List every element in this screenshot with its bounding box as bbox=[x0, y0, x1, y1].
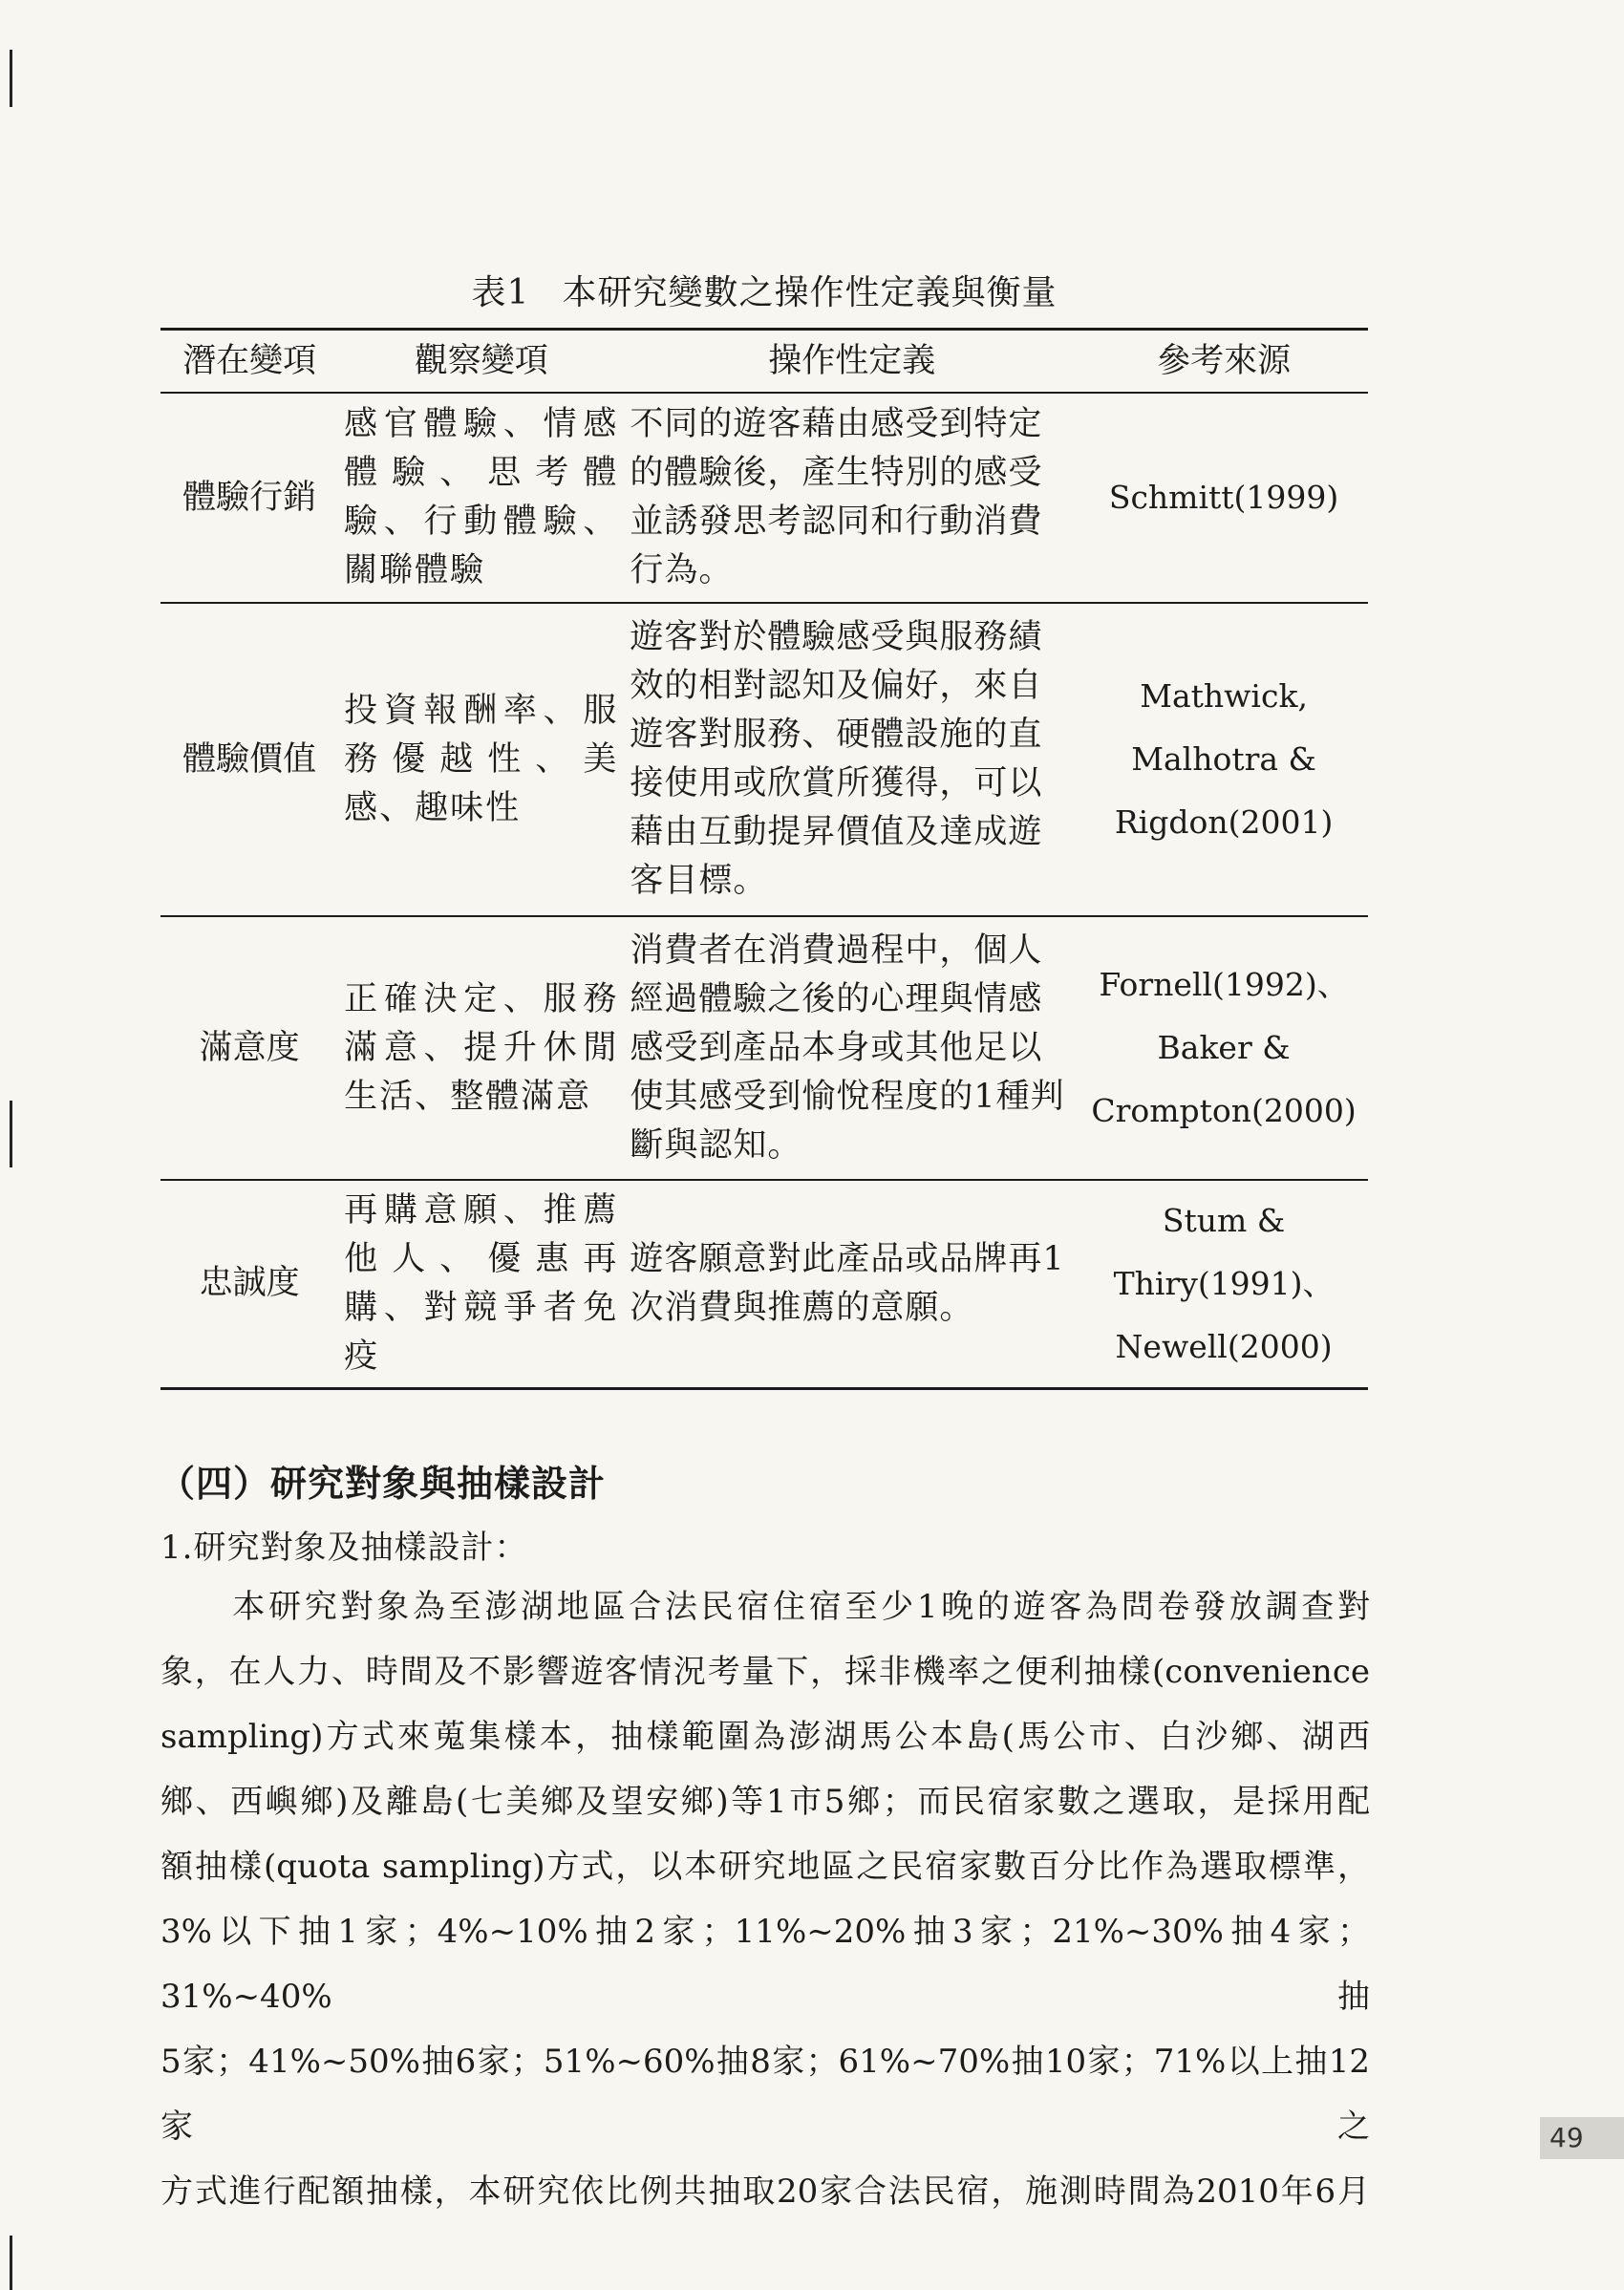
table-row bbox=[160, 393, 1368, 603]
table-number: 表1 bbox=[471, 273, 530, 312]
page-number: 49 bbox=[1540, 2117, 1624, 2159]
definition-cell: 不同的遊客藉由感受到特定的體驗後，產生特別的感受並誘發思考認同和行動消費行為。 bbox=[624, 393, 1079, 603]
observed-cell: 再購意願、推薦他人、優惠再購、對競爭者免疫 bbox=[338, 1180, 624, 1388]
latent-cell: 滿意度 bbox=[160, 916, 338, 1180]
table-row bbox=[160, 603, 1368, 916]
source-cell bbox=[1079, 916, 1368, 1180]
source-line: Stum & bbox=[1162, 1201, 1286, 1239]
definition-cell: 遊客對於體驗感受與服務績效的相對認知及偏好，來自遊客對服務、硬體設施的直接使用或欣賞所獲得，可以藉由互動提昇價值及達成遊客目標。 bbox=[624, 603, 1079, 916]
header-source: 參考來源 bbox=[1079, 330, 1368, 394]
section-title: （四）研究對象與抽樣設計 bbox=[159, 1463, 607, 1505]
table-caption bbox=[0, 266, 1528, 314]
header-latent: 潛在變項 bbox=[160, 330, 338, 394]
observed-cell: 正確決定、服務滿意、提升休閒生活、整體滿意 bbox=[338, 916, 624, 1180]
body-line: sampling)方式來蒐集樣本，抽樣範圍為澎湖馬公本島(馬公市、白沙鄉、湖西 bbox=[160, 1718, 1370, 1756]
body-paragraph bbox=[160, 1574, 1370, 2224]
source-line: Crompton(2000) bbox=[1091, 1092, 1357, 1129]
body-line: 象，在人力、時間及不影響遊客情況考量下，採非機率之便利抽樣(convenience bbox=[160, 1653, 1370, 1691]
source-line: Newell(2000) bbox=[1115, 1327, 1333, 1365]
definition-cell: 遊客願意對此產品或品牌再1次消費與推薦的意願。 bbox=[624, 1180, 1079, 1388]
body-line: 額抽樣(quota sampling)方式，以本研究地區之民宿家數百分比作為選取標準， bbox=[160, 1848, 1370, 1886]
definition-cell: 消費者在消費過程中，個人經過體驗之後的心理與情感感受到產品本身或其他足以使其感受到愉悅程度的1種判斷與認知。 bbox=[624, 916, 1079, 1180]
source-line: Malhotra & bbox=[1131, 740, 1316, 778]
source-line: Thiry(1991)、 bbox=[1113, 1264, 1335, 1302]
table-title: 本研究變數之操作性定義與衡量 bbox=[562, 273, 1058, 312]
scan-edge-mark bbox=[10, 2236, 12, 2290]
header-observed: 觀察變項 bbox=[338, 330, 624, 394]
definition-table bbox=[160, 328, 1368, 1390]
source-line: Baker & bbox=[1157, 1029, 1291, 1066]
table-row bbox=[160, 1180, 1368, 1388]
subsection-title: 1.研究對象及抽樣設計： bbox=[160, 1529, 528, 1567]
header-definition: 操作性定義 bbox=[624, 330, 1079, 394]
latent-cell: 體驗行銷 bbox=[160, 393, 338, 603]
latent-cell: 體驗價值 bbox=[160, 603, 338, 916]
latent-cell: 忠誠度 bbox=[160, 1180, 338, 1388]
observed-cell: 投資報酬率、服務優越性、美感、趣味性 bbox=[338, 603, 624, 916]
source-line: Rigdon(2001) bbox=[1114, 803, 1334, 841]
source-cell bbox=[1079, 1180, 1368, 1388]
body-line: 3%以下抽1家；4%~10%抽2家；11%~20%抽3家；21%~30%抽4家；31%~40%抽 bbox=[160, 1913, 1370, 2016]
body-line: 鄉、西嶼鄉)及離島(七美鄉及望安鄉)等1市5鄉；而民宿家數之選取，是採用配 bbox=[160, 1783, 1370, 1821]
source-cell bbox=[1079, 393, 1368, 603]
table-header-row bbox=[160, 330, 1368, 394]
source-line: Mathwick, bbox=[1140, 677, 1308, 715]
body-line: 方式進行配額抽樣，本研究依比例共抽取20家合法民宿，施測時間為2010年6月 bbox=[160, 2172, 1370, 2211]
source-cell bbox=[1079, 603, 1368, 916]
scan-edge-mark bbox=[10, 1101, 12, 1167]
source-line: Schmitt(1999) bbox=[1108, 479, 1339, 516]
table-row bbox=[160, 916, 1368, 1180]
observed-cell: 感官體驗、情感體驗、思考體驗、行動體驗、關聯體驗 bbox=[338, 393, 624, 603]
body-line: 5家；41%~50%抽6家；51%~60%抽8家；61%~70%抽10家；71%以上抽12家之 bbox=[160, 2043, 1370, 2146]
source-line: Fornell(1992)、 bbox=[1099, 966, 1349, 1003]
scan-edge-mark bbox=[10, 50, 12, 107]
body-line: 本研究對象為至澎湖地區合法民宿住宿至少1晚的遊客為問卷發放調查對 bbox=[160, 1588, 1370, 1626]
